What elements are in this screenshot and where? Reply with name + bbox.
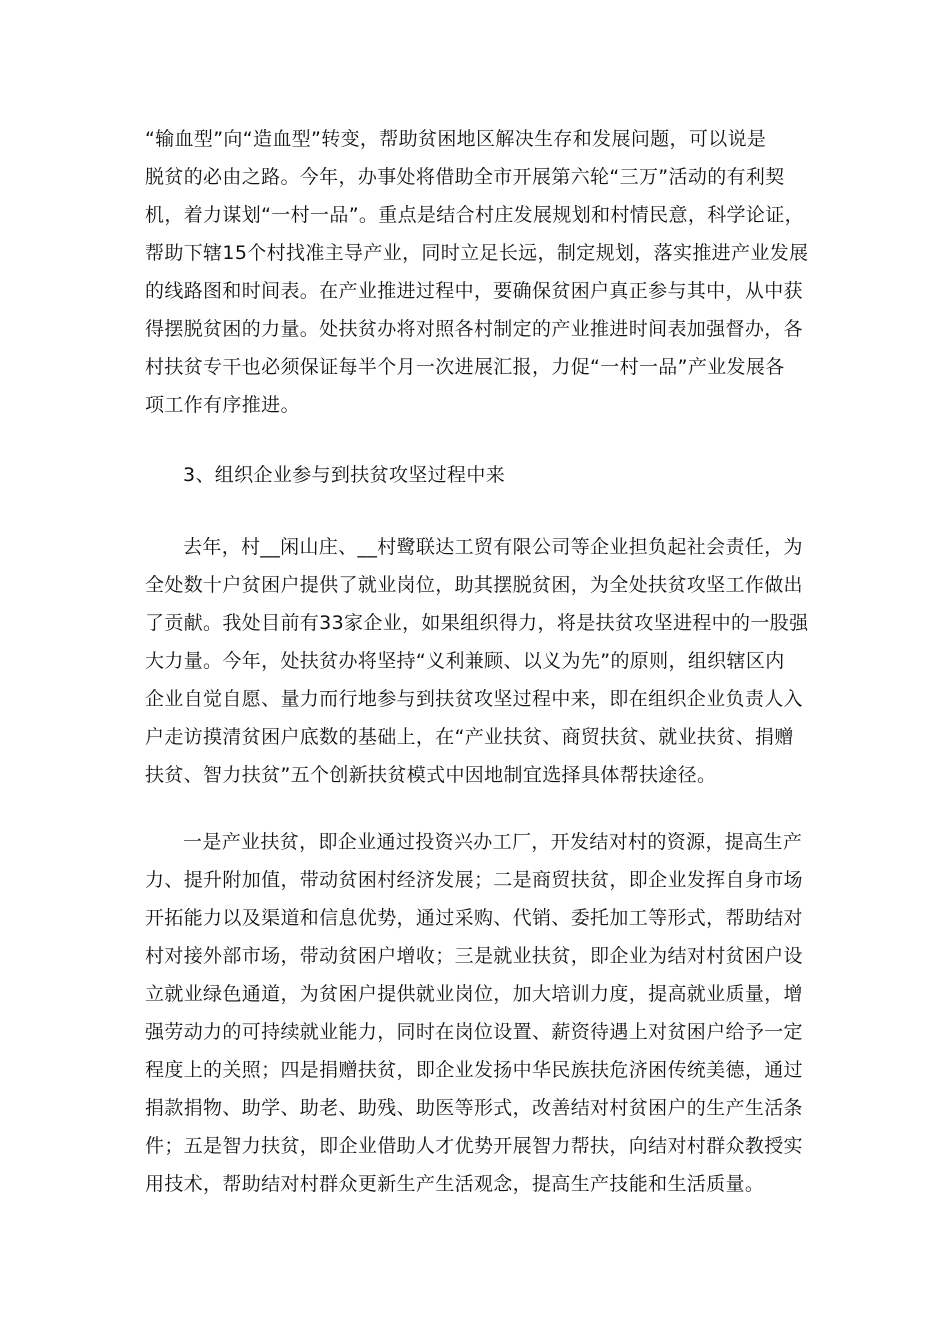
paragraph-1-line-6: 得摆脱贫困的力量。处扶贫办将对照各村制定的产业推进时间表加强督办，各 <box>145 318 803 340</box>
paragraph-1-line-5: 的线路图和时间表。在产业推进过程中，要确保贫困户真正参与其中，从中获 <box>145 280 803 302</box>
section-heading: 3、组织企业参与到扶贫攻坚过程中来 <box>183 464 506 486</box>
paragraph-1-line-1: “输血型”向“造血型”转变，帮助贫困地区解决生存和发展问题，可以说是 <box>145 128 767 150</box>
paragraph-3-line-2: 力、提升附加值，带动贫困村经济发展；二是商贸扶贫，即企业发挥自身市场 <box>145 869 803 891</box>
paragraph-3-line-4: 村对接外部市场，带动贫困户增收；三是就业扶贫，即企业为结对村贫困户设 <box>145 945 803 967</box>
paragraph-2-line-4: 大力量。今年，处扶贫办将坚持“义利兼顾、以义为先”的原则，组织辖区内 <box>145 650 785 672</box>
paragraph-2-line-7: 扶贫、智力扶贫”五个创新扶贫模式中因地制宜选择具体帮扶途径。 <box>145 764 717 786</box>
paragraph-1-line-3: 机，着力谋划“一村一品”。重点是结合村庄发展规划和村情民意，科学论证， <box>145 204 804 226</box>
paragraph-3-line-9: 件；五是智力扶贫，即企业借助人才优势开展智力帮扶，向结对村群众教授实 <box>145 1135 803 1157</box>
paragraph-1-line-4: 帮助下辖15个村找准主导产业，同时立足长远，制定规划，落实推进产业发展 <box>145 242 809 264</box>
paragraph-3-line-10: 用技术，帮助结对村群众更新生产生活观念，提高生产技能和生活质量。 <box>145 1173 765 1195</box>
paragraph-2-line-6: 户走访摸清贫困户底数的基础上，在“产业扶贫、商贸扶贫、就业扶贫、捐赠 <box>145 726 794 748</box>
paragraph-3-line-3: 开拓能力以及渠道和信息优势，通过采购、代销、委托加工等形式，帮助结对 <box>145 907 803 929</box>
paragraph-2-line-3: 了贡献。我处目前有33家企业，如果组织得力，将是扶贫攻坚进程中的一股强 <box>145 612 809 634</box>
paragraph-3-line-8: 捐款捐物、助学、助老、助残、助医等形式，改善结对村贫困户的生产生活条 <box>145 1097 803 1119</box>
paragraph-2-line-5: 企业自觉自愿、量力而行地参与到扶贫攻坚过程中来，即在组织企业负责人入 <box>145 688 803 710</box>
paragraph-3-line-1: 一是产业扶贫，即企业通过投资兴办工厂，开发结对村的资源，提高生产 <box>183 831 803 853</box>
paragraph-2-line-2: 全处数十户贫困户提供了就业岗位，助其摆脱贫困，为全处扶贫攻坚工作做出 <box>145 574 803 596</box>
paragraph-1-line-2: 脱贫的必由之路。今年，办事处将借助全市开展第六轮“三万”活动的有利契 <box>145 166 785 188</box>
paragraph-2-line-1: 去年，村__闲山庄、__村鹭联达工贸有限公司等企业担负起社会责任，为 <box>183 536 803 558</box>
paragraph-3-line-5: 立就业绿色通道，为贫困户提供就业岗位，加大培训力度，提高就业质量，增 <box>145 983 803 1005</box>
paragraph-1-line-8: 项工作有序推进。 <box>145 394 300 416</box>
paragraph-1-line-7: 村扶贫专干也必须保证每半个月一次进展汇报，力促“一村一品”产业发展各 <box>145 356 785 378</box>
paragraph-3-line-6: 强劳动力的可持续就业能力，同时在岗位设置、薪资待遇上对贫困户给予一定 <box>145 1021 803 1043</box>
paragraph-3-line-7: 程度上的关照；四是捐赠扶贫，即企业发扬中华民族扶危济困传统美德，通过 <box>145 1059 803 1081</box>
